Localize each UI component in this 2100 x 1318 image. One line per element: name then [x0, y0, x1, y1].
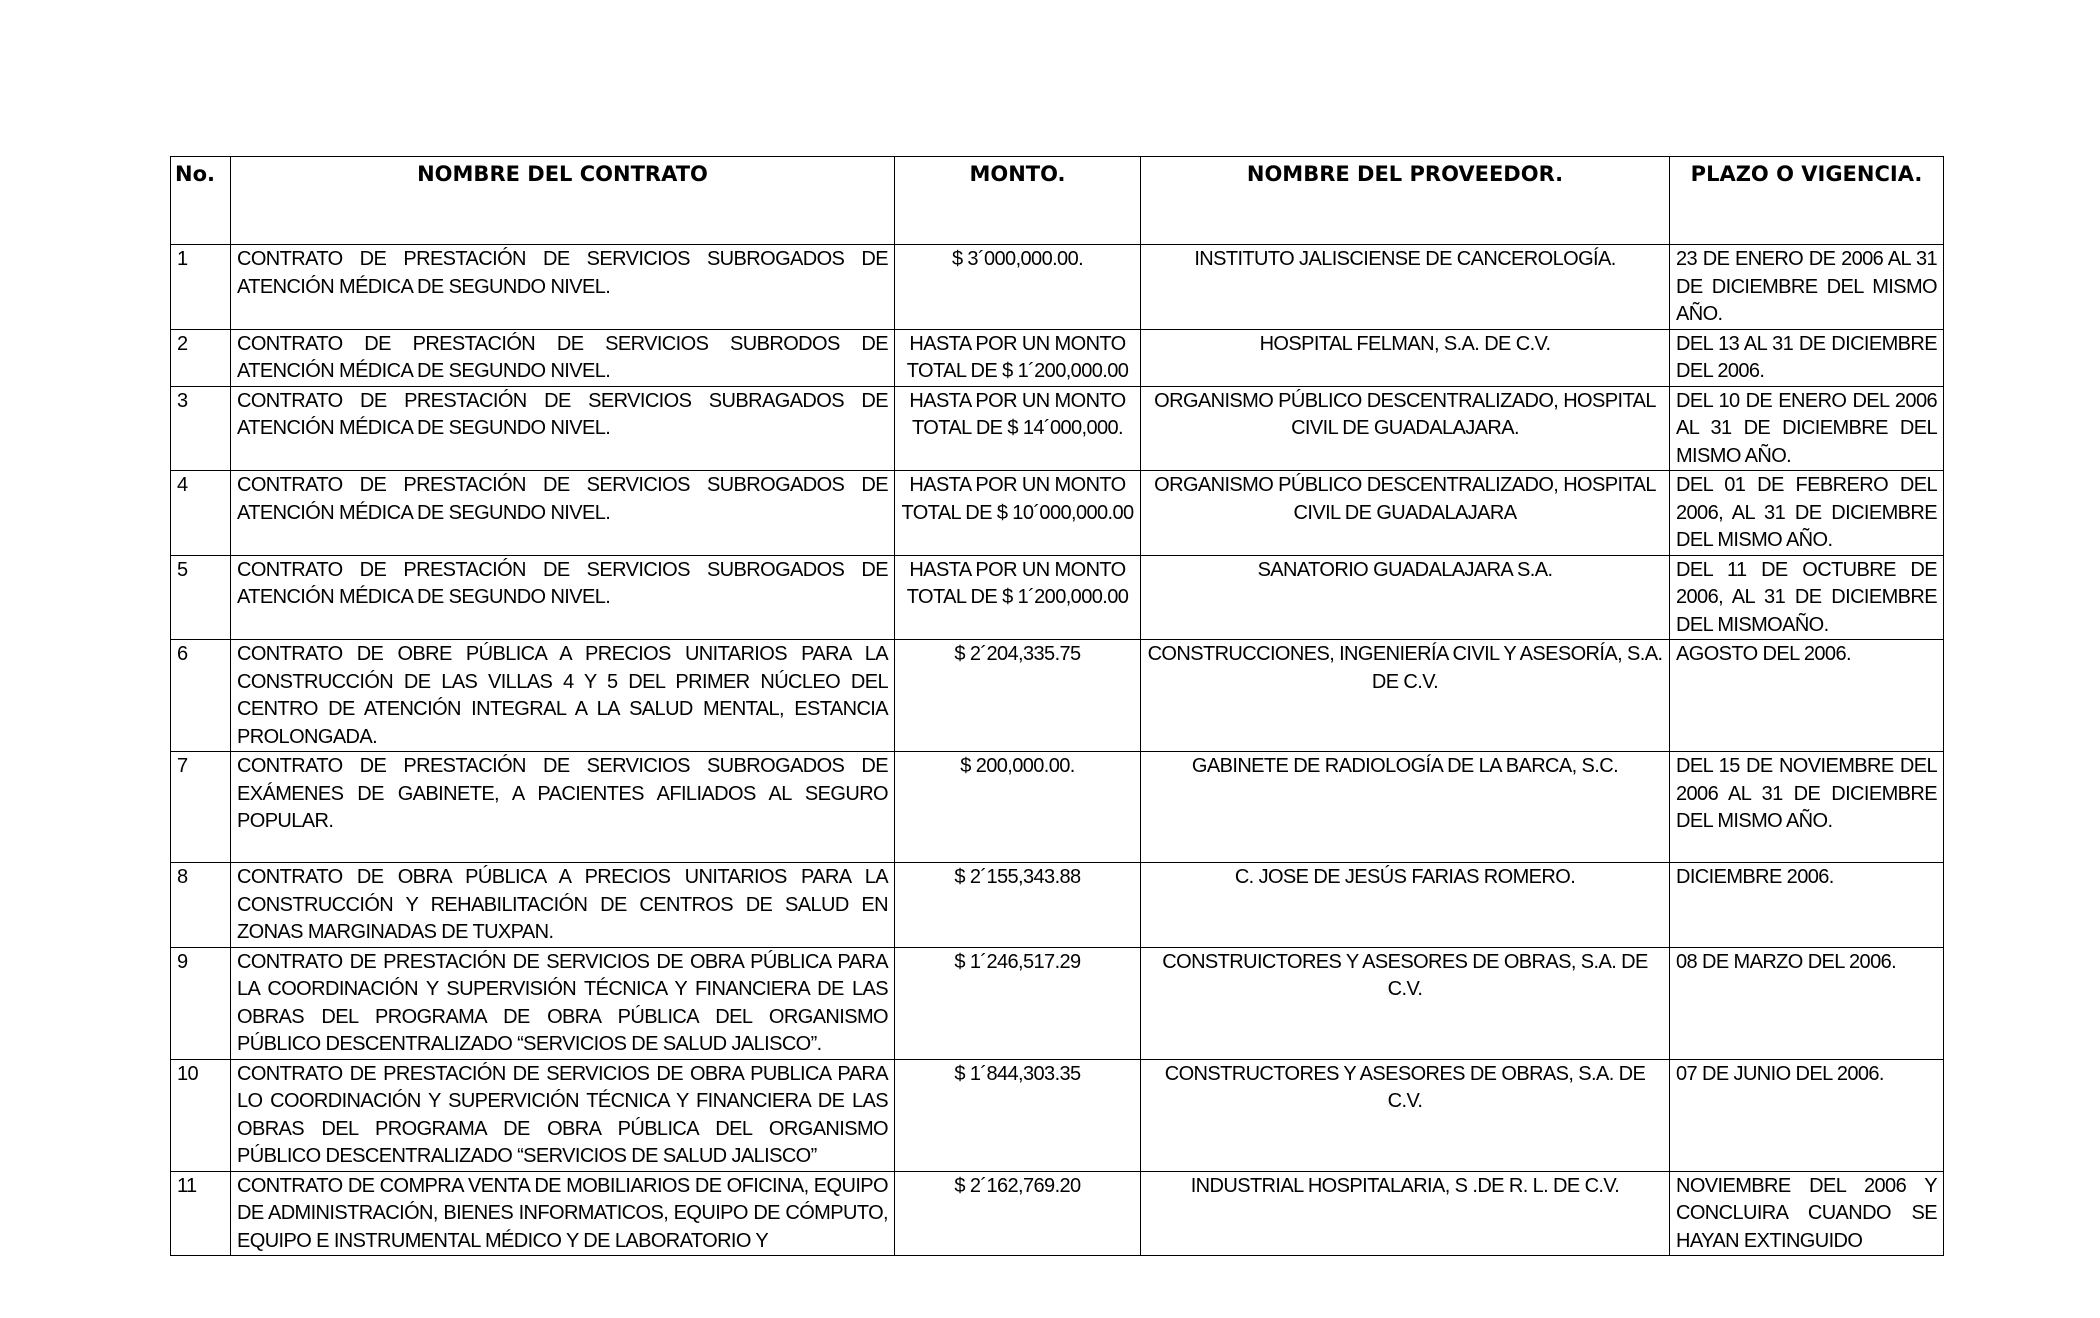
- cell-provider: CONSTRUCCIONES, INGENIERÍA CIVIL Y ASESORÍA, S.A. DE C.V.: [1141, 640, 1670, 752]
- table-row: [171, 555, 1944, 640]
- cell-amount: $ 1´246,517.29: [895, 947, 1141, 1059]
- cell-term: 23 DE ENERO DE 2006 AL 31 DE DICIEMBRE DEL MISMO AÑO.: [1670, 245, 1944, 330]
- cell-term: AGOSTO DEL 2006.: [1670, 640, 1944, 752]
- table-header: [171, 157, 1944, 245]
- header-no: No.: [171, 157, 231, 245]
- table-row: [171, 1059, 1944, 1171]
- cell-contract-name: CONTRATO DE PRESTACIÓN DE SERVICIOS SUBROGADOS DE ATENCIÓN MÉDICA DE SEGUNDO NIVEL.: [231, 245, 895, 330]
- cell-amount: $ 2´162,769.20: [895, 1171, 1141, 1256]
- cell-provider: CONSTRUICTORES Y ASESORES DE OBRAS, S.A. DE C.V.: [1141, 947, 1670, 1059]
- cell-provider: HOSPITAL FELMAN, S.A. DE C.V.: [1141, 329, 1670, 386]
- cell-provider: INSTITUTO JALISCIENSE DE CANCEROLOGÍA.: [1141, 245, 1670, 330]
- cell-contract-name: CONTRATO DE PRESTACIÓN DE SERVICIOS SUBRAGADOS DE ATENCIÓN MÉDICA DE SEGUNDO NIVEL.: [231, 386, 895, 471]
- cell-amount: $ 2´204,335.75: [895, 640, 1141, 752]
- header-amount: MONTO.: [895, 157, 1141, 245]
- header-contract-name: NOMBRE DEL CONTRATO: [231, 157, 895, 245]
- cell-provider: ORGANISMO PÚBLICO DESCENTRALIZADO, HOSPITAL CIVIL DE GUADALAJARA: [1141, 471, 1670, 556]
- cell-amount: $ 3´000,000.00.: [895, 245, 1141, 330]
- cell-contract-name: CONTRATO DE COMPRA VENTA DE MOBILIARIOS DE OFICINA, EQUIPO DE ADMINISTRACIÓN, BIENES INFORMATICOS, EQUIPO DE CÓMPUTO, EQUIPO E INSTRUMENTAL MÉDICO Y DE LABORATORIO Y: [231, 1171, 895, 1256]
- cell-provider: GABINETE DE RADIOLOGÍA DE LA BARCA, S.C.: [1141, 752, 1670, 863]
- cell-term: DEL 01 DE FEBRERO DEL 2006, AL 31 DE DICIEMBRE DEL MISMO AÑO.: [1670, 471, 1944, 556]
- cell-no: 8: [171, 863, 231, 948]
- cell-contract-name: CONTRATO DE PRESTACIÓN DE SERVICIOS SUBRODOS DE ATENCIÓN MÉDICA DE SEGUNDO NIVEL.: [231, 329, 895, 386]
- cell-term: 07 DE JUNIO DEL 2006.: [1670, 1059, 1944, 1171]
- cell-provider: C. JOSE DE JESÚS FARIAS ROMERO.: [1141, 863, 1670, 948]
- cell-no: 10: [171, 1059, 231, 1171]
- cell-amount: HASTA POR UN MONTO TOTAL DE $ 1´200,000.00: [895, 329, 1141, 386]
- cell-contract-name: CONTRATO DE PRESTACIÓN DE SERVICIOS DE OBRA PÚBLICA PARA LA COORDINACIÓN Y SUPERVISIÓN TÉCNICA Y FINANCIERA DE LAS OBRAS DEL PROGRAMA DE OBRA PÚBLICA DEL ORGANISMO PÚBLICO DESCENTRALIZADO “SERVICIOS DE SALUD JALISCO”.: [231, 947, 895, 1059]
- table-row: [171, 1171, 1944, 1256]
- table-body: [171, 245, 1944, 1256]
- cell-provider: SANATORIO GUADALAJARA S.A.: [1141, 555, 1670, 640]
- header-row: [171, 157, 1944, 245]
- cell-term: NOVIEMBRE DEL 2006 Y CONCLUIRA CUANDO SE HAYAN EXTINGUIDO: [1670, 1171, 1944, 1256]
- contracts-table: [170, 156, 1944, 1256]
- cell-term: DEL 13 AL 31 DE DICIEMBRE DEL 2006.: [1670, 329, 1944, 386]
- table-row: [171, 947, 1944, 1059]
- table-row: [171, 640, 1944, 752]
- cell-term: DEL 11 DE OCTUBRE DE 2006, AL 31 DE DICIEMBRE DEL MISMOAÑO.: [1670, 555, 1944, 640]
- cell-no: 9: [171, 947, 231, 1059]
- cell-amount: HASTA POR UN MONTO TOTAL DE $ 14´000,000.: [895, 386, 1141, 471]
- cell-amount: $ 200,000.00.: [895, 752, 1141, 863]
- table-row: [171, 245, 1944, 330]
- cell-provider: CONSTRUCTORES Y ASESORES DE OBRAS, S.A. DE C.V.: [1141, 1059, 1670, 1171]
- table-row: [171, 386, 1944, 471]
- cell-amount: $ 1´844,303.35: [895, 1059, 1141, 1171]
- table-row: [171, 752, 1944, 863]
- table-row: [171, 471, 1944, 556]
- header-provider: NOMBRE DEL PROVEEDOR.: [1141, 157, 1670, 245]
- cell-no: 11: [171, 1171, 231, 1256]
- cell-no: 2: [171, 329, 231, 386]
- cell-contract-name: CONTRATO DE OBRA PÚBLICA A PRECIOS UNITARIOS PARA LA CONSTRUCCIÓN Y REHABILITACIÓN DE CENTROS DE SALUD EN ZONAS MARGINADAS DE TUXPAN.: [231, 863, 895, 948]
- cell-term: DEL 15 DE NOVIEMBRE DEL 2006 AL 31 DE DICIEMBRE DEL MISMO AÑO.: [1670, 752, 1944, 863]
- cell-no: 7: [171, 752, 231, 863]
- cell-provider: ORGANISMO PÚBLICO DESCENTRALIZADO, HOSPITAL CIVIL DE GUADALAJARA.: [1141, 386, 1670, 471]
- cell-contract-name: CONTRATO DE OBRE PÚBLICA A PRECIOS UNITARIOS PARA LA CONSTRUCCIÓN DE LAS VILLAS 4 Y 5 DEL PRIMER NÚCLEO DEL CENTRO DE ATENCIÓN INTEGRAL A LA SALUD MENTAL, ESTANCIA PROLONGADA.: [231, 640, 895, 752]
- cell-amount: HASTA POR UN MONTO TOTAL DE $ 1´200,000.00: [895, 555, 1141, 640]
- cell-no: 4: [171, 471, 231, 556]
- cell-contract-name: CONTRATO DE PRESTACIÓN DE SERVICIOS DE OBRA PUBLICA PARA LO COORDINACIÓN Y SUPERVICIÓN TÉCNICA Y FINANCIERA DE LAS OBRAS DEL PROGRAMA DE OBRA PÚBLICA DEL ORGANISMO PÚBLICO DESCENTRALIZADO “SERVICIOS DE SALUD JALISCO”: [231, 1059, 895, 1171]
- cell-no: 5: [171, 555, 231, 640]
- cell-provider: INDUSTRIAL HOSPITALARIA, S .DE R. L. DE C.V.: [1141, 1171, 1670, 1256]
- cell-amount: $ 2´155,343.88: [895, 863, 1141, 948]
- cell-term: DEL 10 DE ENERO DEL 2006 AL 31 DE DICIEMBRE DEL MISMO AÑO.: [1670, 386, 1944, 471]
- cell-no: 3: [171, 386, 231, 471]
- cell-no: 6: [171, 640, 231, 752]
- table-row: [171, 863, 1944, 948]
- cell-no: 1: [171, 245, 231, 330]
- cell-amount: HASTA POR UN MONTO TOTAL DE $ 10´000,000.00: [895, 471, 1141, 556]
- cell-contract-name: CONTRATO DE PRESTACIÓN DE SERVICIOS SUBROGADOS DE EXÁMENES DE GABINETE, A PACIENTES AFILIADOS AL SEGURO POPULAR.: [231, 752, 895, 863]
- cell-contract-name: CONTRATO DE PRESTACIÓN DE SERVICIOS SUBROGADOS DE ATENCIÓN MÉDICA DE SEGUNDO NIVEL.: [231, 471, 895, 556]
- table-row: [171, 329, 1944, 386]
- cell-term: DICIEMBRE 2006.: [1670, 863, 1944, 948]
- cell-term: 08 DE MARZO DEL 2006.: [1670, 947, 1944, 1059]
- cell-contract-name: CONTRATO DE PRESTACIÓN DE SERVICIOS SUBROGADOS DE ATENCIÓN MÉDICA DE SEGUNDO NIVEL.: [231, 555, 895, 640]
- header-term: PLAZO O VIGENCIA.: [1670, 157, 1944, 245]
